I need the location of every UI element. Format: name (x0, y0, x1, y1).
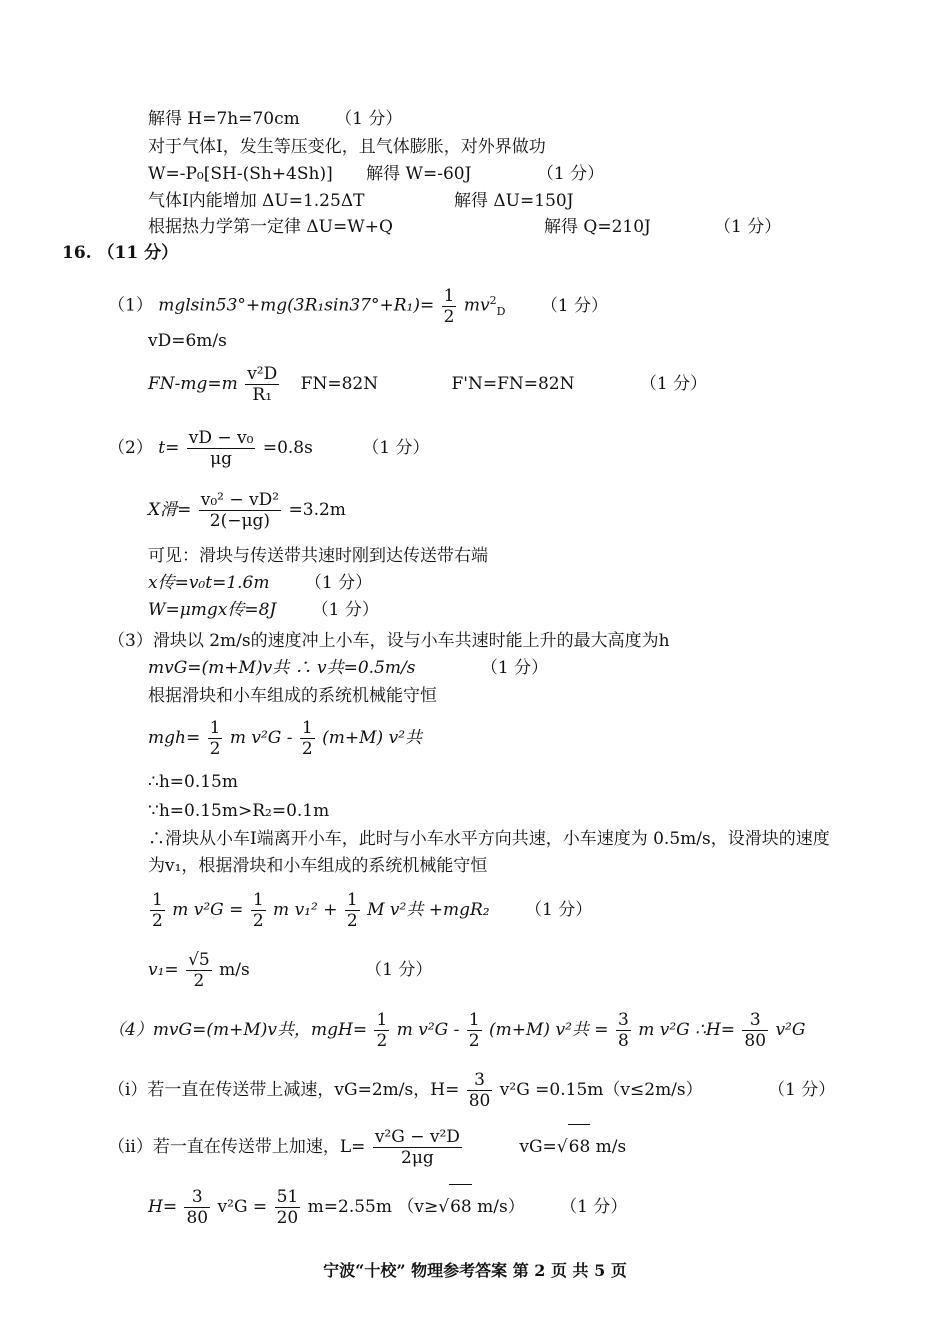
part-label: （1） (108, 295, 153, 316)
part4-eq: （4）mvG=(m+M)v共，mgH= $\frac{1}{2}$ m v²G - $\frac{1}{2}$ (m+M) v²共 = $\frac{3}{8}$ m v²G ∴H= $\frac{3}{80}$ v²G (108, 1010, 806, 1051)
line-gas-work (148, 136, 546, 158)
line-slide-distance (148, 488, 346, 532)
equation: W=-P₀[SH-(Sh+4Sh)] (148, 164, 333, 184)
line-internal-energy (148, 190, 574, 212)
text: 对于气体I，发生等压变化，且气体膨胀，对外界做功 (148, 137, 546, 157)
equation: 解得 Q=210J (544, 217, 651, 237)
equation: 解得 H=7h=70cm (148, 109, 300, 129)
equation: M v²共 +mgR₂ (367, 900, 490, 920)
fraction-half: $\frac{1}{2}$ (209, 718, 221, 759)
score: （1 分） (714, 217, 782, 237)
score: （1 分） (540, 295, 609, 316)
line-first-law (148, 216, 782, 238)
equation: 解得 W=-60J (366, 164, 472, 184)
equation: =0.8s (262, 438, 313, 458)
part2-time-eq (108, 426, 430, 470)
equation: mgh= (148, 728, 201, 748)
fraction-half: $\frac{1}{2}$ (443, 285, 455, 327)
line-leave1: ∴滑块从小车I端离开小车，此时与小车水平方向共速，小车速度为 0.5m/s，设滑块的速度 (148, 829, 830, 849)
equation: mglsin53°+mg(3R₁sin37°+R₁)= (158, 295, 435, 316)
equation: v₁= (148, 960, 179, 980)
line-work-eq (148, 163, 604, 185)
score: （1 分） (335, 109, 403, 129)
score: （1 分） (536, 164, 605, 184)
equation: x传=v₀t=1.6m (148, 573, 270, 593)
equation: (m+M) v²共 (322, 728, 423, 748)
line-v1: v₁= $\frac{√5}{2}$ m/s （1 分） (148, 950, 433, 991)
score: （1 分） (480, 658, 549, 678)
score: （1 分） (304, 573, 373, 593)
equation: （ii）若一直在传送带上加速，L= (108, 1137, 366, 1157)
part-label: （2） (108, 438, 153, 458)
equation: F'N=FN=82N (451, 374, 575, 394)
equation: m v²G = (172, 900, 244, 920)
score: （1 分） (365, 960, 433, 980)
equation: FN=82N (300, 374, 379, 394)
line-solve-H (148, 108, 402, 130)
equation: m v₁² + (273, 900, 338, 920)
equation: mv (463, 295, 490, 316)
page-footer: 宁波“十校” 物理参考答案 第 2 页 共 5 页 (323, 1261, 627, 1280)
fraction: $\frac{\text{vD − v₀}}{\mu g}$ (188, 428, 254, 469)
equation: m v²G - (229, 728, 293, 748)
line-seen: 可见：滑块与传送带共速时刚到达传送带右端 (148, 546, 488, 566)
line-h1: ∴h=0.15m (148, 772, 238, 792)
line-conservation: 根据滑块和小车组成的系统机械能守恒 (148, 686, 437, 706)
score: （1 分） (525, 900, 593, 920)
question-16-header: 16. （11 分） (62, 243, 179, 263)
fraction: $\frac{\text{v²D}}{\text{R₁}}$ (247, 364, 278, 405)
part1-energy-eq: （1） mglsin53°+mg(3R₁sin37°+R₁)= $\frac{1}{2}$ $mv^2_D$ （1 分） (108, 285, 609, 327)
equation: X滑= (148, 500, 192, 520)
equation: =3.2m (288, 500, 346, 520)
score: （1 分） (560, 1197, 628, 1217)
score: （1 分） (311, 600, 379, 620)
equation: mvG=(m+M)v共 ∴ v共=0.5m/s (148, 658, 416, 678)
part3-intro: （3）滑块以 2m/s的速度冲上小车，设与小车共速时能上升的最大高度为h (108, 631, 670, 651)
line-energy-eq: $\frac{1}{2}$ m v²G = $\frac{1}{2}$ m v₁² + $\frac{1}{2}$ M v²共 +mgR₂ （1 分） (152, 890, 593, 931)
fraction-half: $\frac{1}{2}$ (301, 718, 313, 759)
score: （1 分） (362, 438, 430, 458)
line-vd: vD=6m/s (148, 331, 227, 351)
score: （1 分） (768, 1080, 836, 1100)
score: （1 分） (639, 374, 708, 394)
line-conveyor-distance (148, 572, 372, 594)
line-h2: ∵h=0.15m>R₂=0.1m (148, 801, 330, 821)
line-work (148, 599, 379, 621)
equation: FN-mg=m (148, 374, 238, 394)
equation: （i）若一直在传送带上减速，vG=2m/s，H= (108, 1080, 460, 1100)
fraction: $\frac{\text{v₀² − vD²}}{2(-\mu g)}$ (200, 490, 280, 531)
line-momentum (148, 657, 548, 679)
equation: W=μmgx传=8J (148, 600, 277, 620)
line-mgh (148, 716, 422, 760)
equation: （4）mvG=(m+M)v共，mgH= (108, 1020, 368, 1040)
part4-case-ii: （ii）若一直在传送带上加速，L= $\frac{\text{v²G − v²D}}{2\mu g}$ vG=√68 m/s (108, 1124, 626, 1169)
line-H-result: H= $\frac{3}{80}$ v²G = $\frac{51}{20}$ m=2.55m （v≥√68 m/s） （1 分） (148, 1184, 627, 1229)
line-leave2: 为v₁，根据滑块和小车组成的系统机械能守恒 (148, 856, 488, 876)
equation: 解得 ΔU=150J (454, 191, 574, 211)
equation: 根据热力学第一定律 ΔU=W+Q (148, 217, 393, 237)
equation: 气体I内能增加 ΔU=1.25ΔT (148, 191, 365, 211)
equation: t= (158, 438, 180, 458)
part4-case-i: （i）若一直在传送带上减速，vG=2m/s，H= $\frac{3}{80}$ v²G =0.15m（v≤2m/s） （1 分） (108, 1070, 836, 1111)
line-normal-force (148, 362, 707, 406)
